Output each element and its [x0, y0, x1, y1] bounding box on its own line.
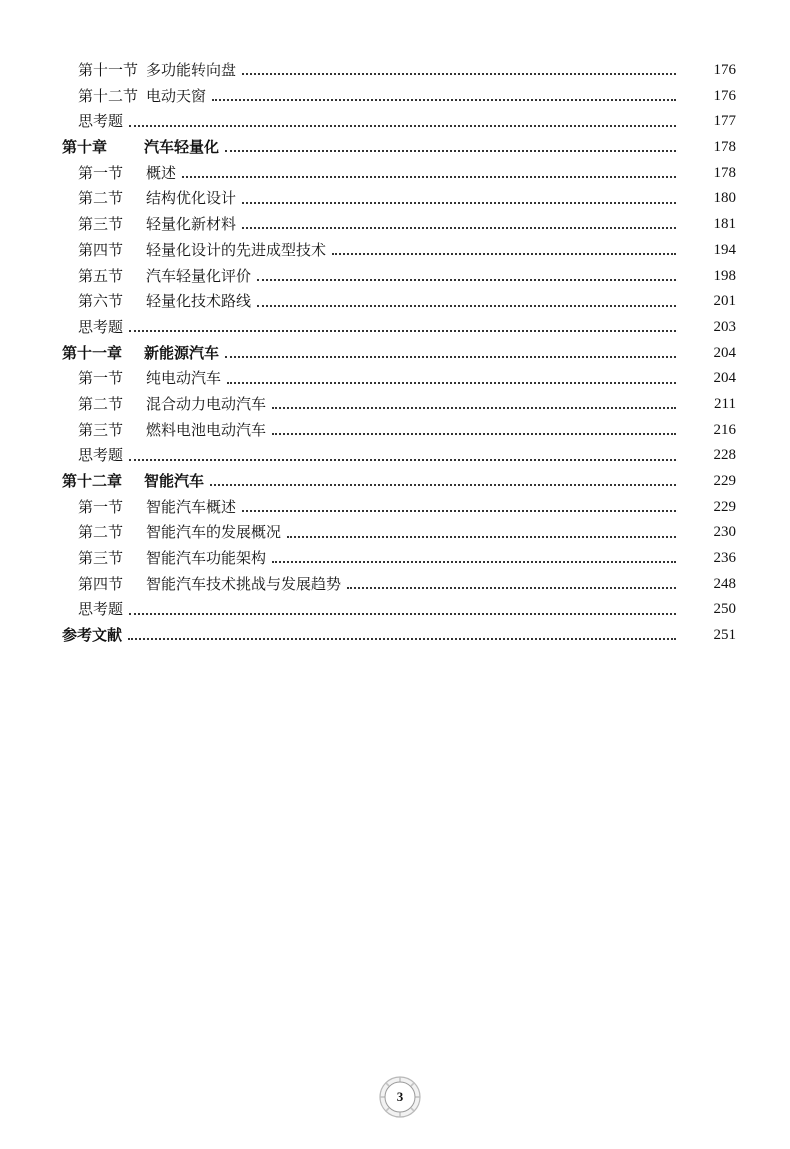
toc-chapter-row[interactable] [0, 135, 736, 161]
toc-entry-heading [0, 520, 281, 546]
toc-page-number: 228 [713, 447, 736, 464]
toc-entry-title: 智能汽车技术挑战与发展趋势 [146, 574, 342, 593]
toc-section-row[interactable] [0, 238, 736, 264]
dot-leader [242, 72, 676, 75]
toc-entry-title: 智能汽车的发展概况 [146, 523, 282, 542]
toc-entry-heading [0, 315, 123, 341]
toc-entry-label: 第三节 [78, 420, 124, 439]
toc-page-number: 176 [713, 87, 736, 104]
toc-page-number: 176 [713, 62, 736, 78]
toc-entry-heading [0, 469, 204, 495]
toc-entry-label: 第十一节 [78, 61, 139, 79]
toc-entry-heading [0, 212, 236, 238]
toc-entry-label: 第二节 [78, 523, 124, 542]
toc-page-number: 177 [713, 113, 736, 130]
toc-entry-label: 第十二章 [62, 472, 123, 490]
toc-list [0, 58, 736, 649]
toc-page-number: 181 [713, 216, 736, 233]
page-number-badge [378, 1075, 422, 1119]
toc-chapter-row[interactable] [0, 341, 736, 367]
toc-entry-heading [0, 495, 236, 521]
toc-section-row[interactable] [0, 161, 736, 187]
toc-page-number: 211 [714, 395, 736, 412]
dot-leader [242, 201, 676, 204]
toc-entry-heading [0, 58, 236, 84]
toc-section-row[interactable] [0, 289, 736, 315]
dot-leader [272, 406, 676, 409]
toc-page-number: 216 [713, 421, 736, 438]
toc-entry-heading [0, 341, 219, 367]
toc-chapter-row[interactable] [0, 469, 736, 495]
toc-entry-label: 第五节 [78, 266, 124, 285]
toc-entry-title: 汽车轻量化 [144, 138, 220, 157]
toc-entry-heading [0, 597, 123, 623]
toc-entry-title: 汽车轻量化评价 [146, 266, 252, 285]
dot-leader [287, 535, 676, 538]
toc-entry-title: 轻量化新材料 [146, 215, 237, 234]
toc-entry-heading [0, 289, 251, 315]
toc-page-number: 203 [713, 318, 736, 335]
toc-section-row[interactable] [0, 212, 736, 238]
toc-entry-title: 轻量化技术路线 [146, 292, 252, 311]
toc-entry-label: 第二节 [78, 394, 124, 413]
toc-entry-label: 第三节 [78, 215, 124, 234]
dot-leader [128, 637, 676, 640]
toc-page-number: 180 [713, 190, 736, 207]
toc-entry-label: 第十章 [62, 138, 108, 157]
toc-page-number: 198 [713, 267, 736, 284]
dot-leader [212, 98, 676, 101]
toc-section-row[interactable] [0, 546, 736, 572]
toc-entry-title: 轻量化设计的先进成型技术 [146, 240, 327, 259]
toc-entry-heading [0, 418, 266, 444]
dot-leader [129, 612, 676, 615]
toc-entry-label: 第四节 [78, 574, 124, 593]
dot-leader [129, 329, 676, 332]
toc-entry-label: 第六节 [78, 292, 124, 311]
toc-page-number: 194 [713, 241, 736, 258]
toc-page-number: 230 [713, 524, 736, 541]
toc-entry-heading [0, 161, 176, 187]
toc-page-number: 250 [713, 601, 736, 618]
toc-entry-label: 参考文献 [62, 626, 123, 645]
toc-entry-label: 第十一章 [62, 343, 123, 362]
toc-page-number: 229 [713, 498, 736, 515]
toc-section-row[interactable] [0, 84, 736, 110]
toc-entry-heading [0, 186, 236, 212]
toc-entry-title: 纯电动汽车 [146, 369, 222, 388]
toc-entry-label: 第四节 [78, 240, 124, 259]
toc-entry-title: 电动天窗 [146, 86, 207, 105]
toc-section-row[interactable] [0, 366, 736, 392]
table-of-contents [0, 58, 790, 649]
toc-entry-heading [0, 109, 123, 135]
toc-page-number: 248 [713, 575, 736, 592]
toc-page-number: 204 [713, 370, 736, 387]
toc-entry-label: 思考题 [78, 446, 124, 465]
toc-entry-label: 第二节 [78, 189, 124, 208]
toc-section-row[interactable] [0, 315, 736, 341]
toc-entry-title: 混合动力电动汽车 [146, 394, 267, 413]
toc-entry-heading [0, 392, 266, 418]
toc-page-number: 236 [713, 550, 736, 567]
toc-section-row[interactable] [0, 572, 736, 598]
toc-section-row[interactable] [0, 109, 736, 135]
dot-leader [242, 226, 676, 229]
toc-entry-title: 结构优化设计 [146, 189, 237, 208]
toc-entry-label: 第一节 [78, 163, 124, 182]
toc-page-number: 178 [713, 139, 736, 156]
toc-entry-heading [0, 238, 326, 264]
toc-entry-heading [0, 623, 122, 649]
toc-entry-title: 多功能转向盘 [146, 61, 237, 79]
toc-entry-label: 第十二节 [78, 86, 139, 105]
toc-entry-heading [0, 546, 266, 572]
toc-section-row[interactable] [0, 495, 736, 521]
toc-entry-title: 智能汽车功能架构 [146, 549, 267, 568]
toc-entry-heading [0, 84, 206, 110]
dot-leader [227, 381, 676, 384]
dot-leader [332, 252, 676, 255]
page-number: 3 [396, 1089, 404, 1104]
toc-section-row[interactable] [0, 264, 736, 290]
dot-leader [347, 586, 676, 589]
toc-entry-title: 新能源汽车 [144, 343, 220, 362]
toc-page-number: 251 [713, 627, 736, 644]
toc-entry-heading [0, 135, 219, 161]
toc-page-number: 178 [713, 164, 736, 181]
toc-page-number: 201 [713, 293, 736, 310]
toc-entry-label: 思考题 [78, 600, 124, 619]
toc-section-row[interactable] [0, 58, 736, 84]
dot-leader [210, 483, 676, 486]
toc-section-row[interactable] [0, 392, 736, 418]
dot-leader [225, 149, 676, 152]
toc-entry-title: 燃料电池电动汽车 [146, 420, 267, 439]
toc-page-number: 229 [713, 473, 736, 489]
dot-leader [257, 304, 676, 307]
dot-leader [257, 278, 676, 281]
dot-leader [129, 124, 676, 127]
toc-entry-heading [0, 572, 341, 598]
dot-leader [272, 432, 676, 435]
toc-entry-title: 智能汽车概述 [146, 497, 237, 516]
toc-section-row[interactable] [0, 597, 736, 623]
toc-section-row[interactable] [0, 186, 736, 212]
dot-leader [129, 458, 676, 461]
toc-entry-heading [0, 264, 251, 290]
toc-section-row[interactable] [0, 443, 736, 469]
toc-entry-heading [0, 443, 123, 469]
toc-entry-label: 第三节 [78, 549, 124, 568]
toc-entry-label: 思考题 [78, 112, 124, 131]
toc-entry-label: 第一节 [78, 369, 124, 388]
dot-leader [182, 175, 676, 178]
toc-section-row[interactable] [0, 520, 736, 546]
toc-chapter-row[interactable] [0, 623, 736, 649]
dot-leader [242, 509, 676, 512]
dot-leader [272, 560, 676, 563]
toc-section-row[interactable] [0, 418, 736, 444]
toc-entry-label: 思考题 [78, 317, 124, 336]
toc-page-number: 204 [713, 344, 736, 361]
toc-entry-heading [0, 366, 221, 392]
dot-leader [225, 355, 676, 358]
toc-entry-title: 智能汽车 [144, 472, 205, 490]
toc-entry-title: 概述 [146, 163, 177, 182]
toc-entry-label: 第一节 [78, 497, 124, 516]
